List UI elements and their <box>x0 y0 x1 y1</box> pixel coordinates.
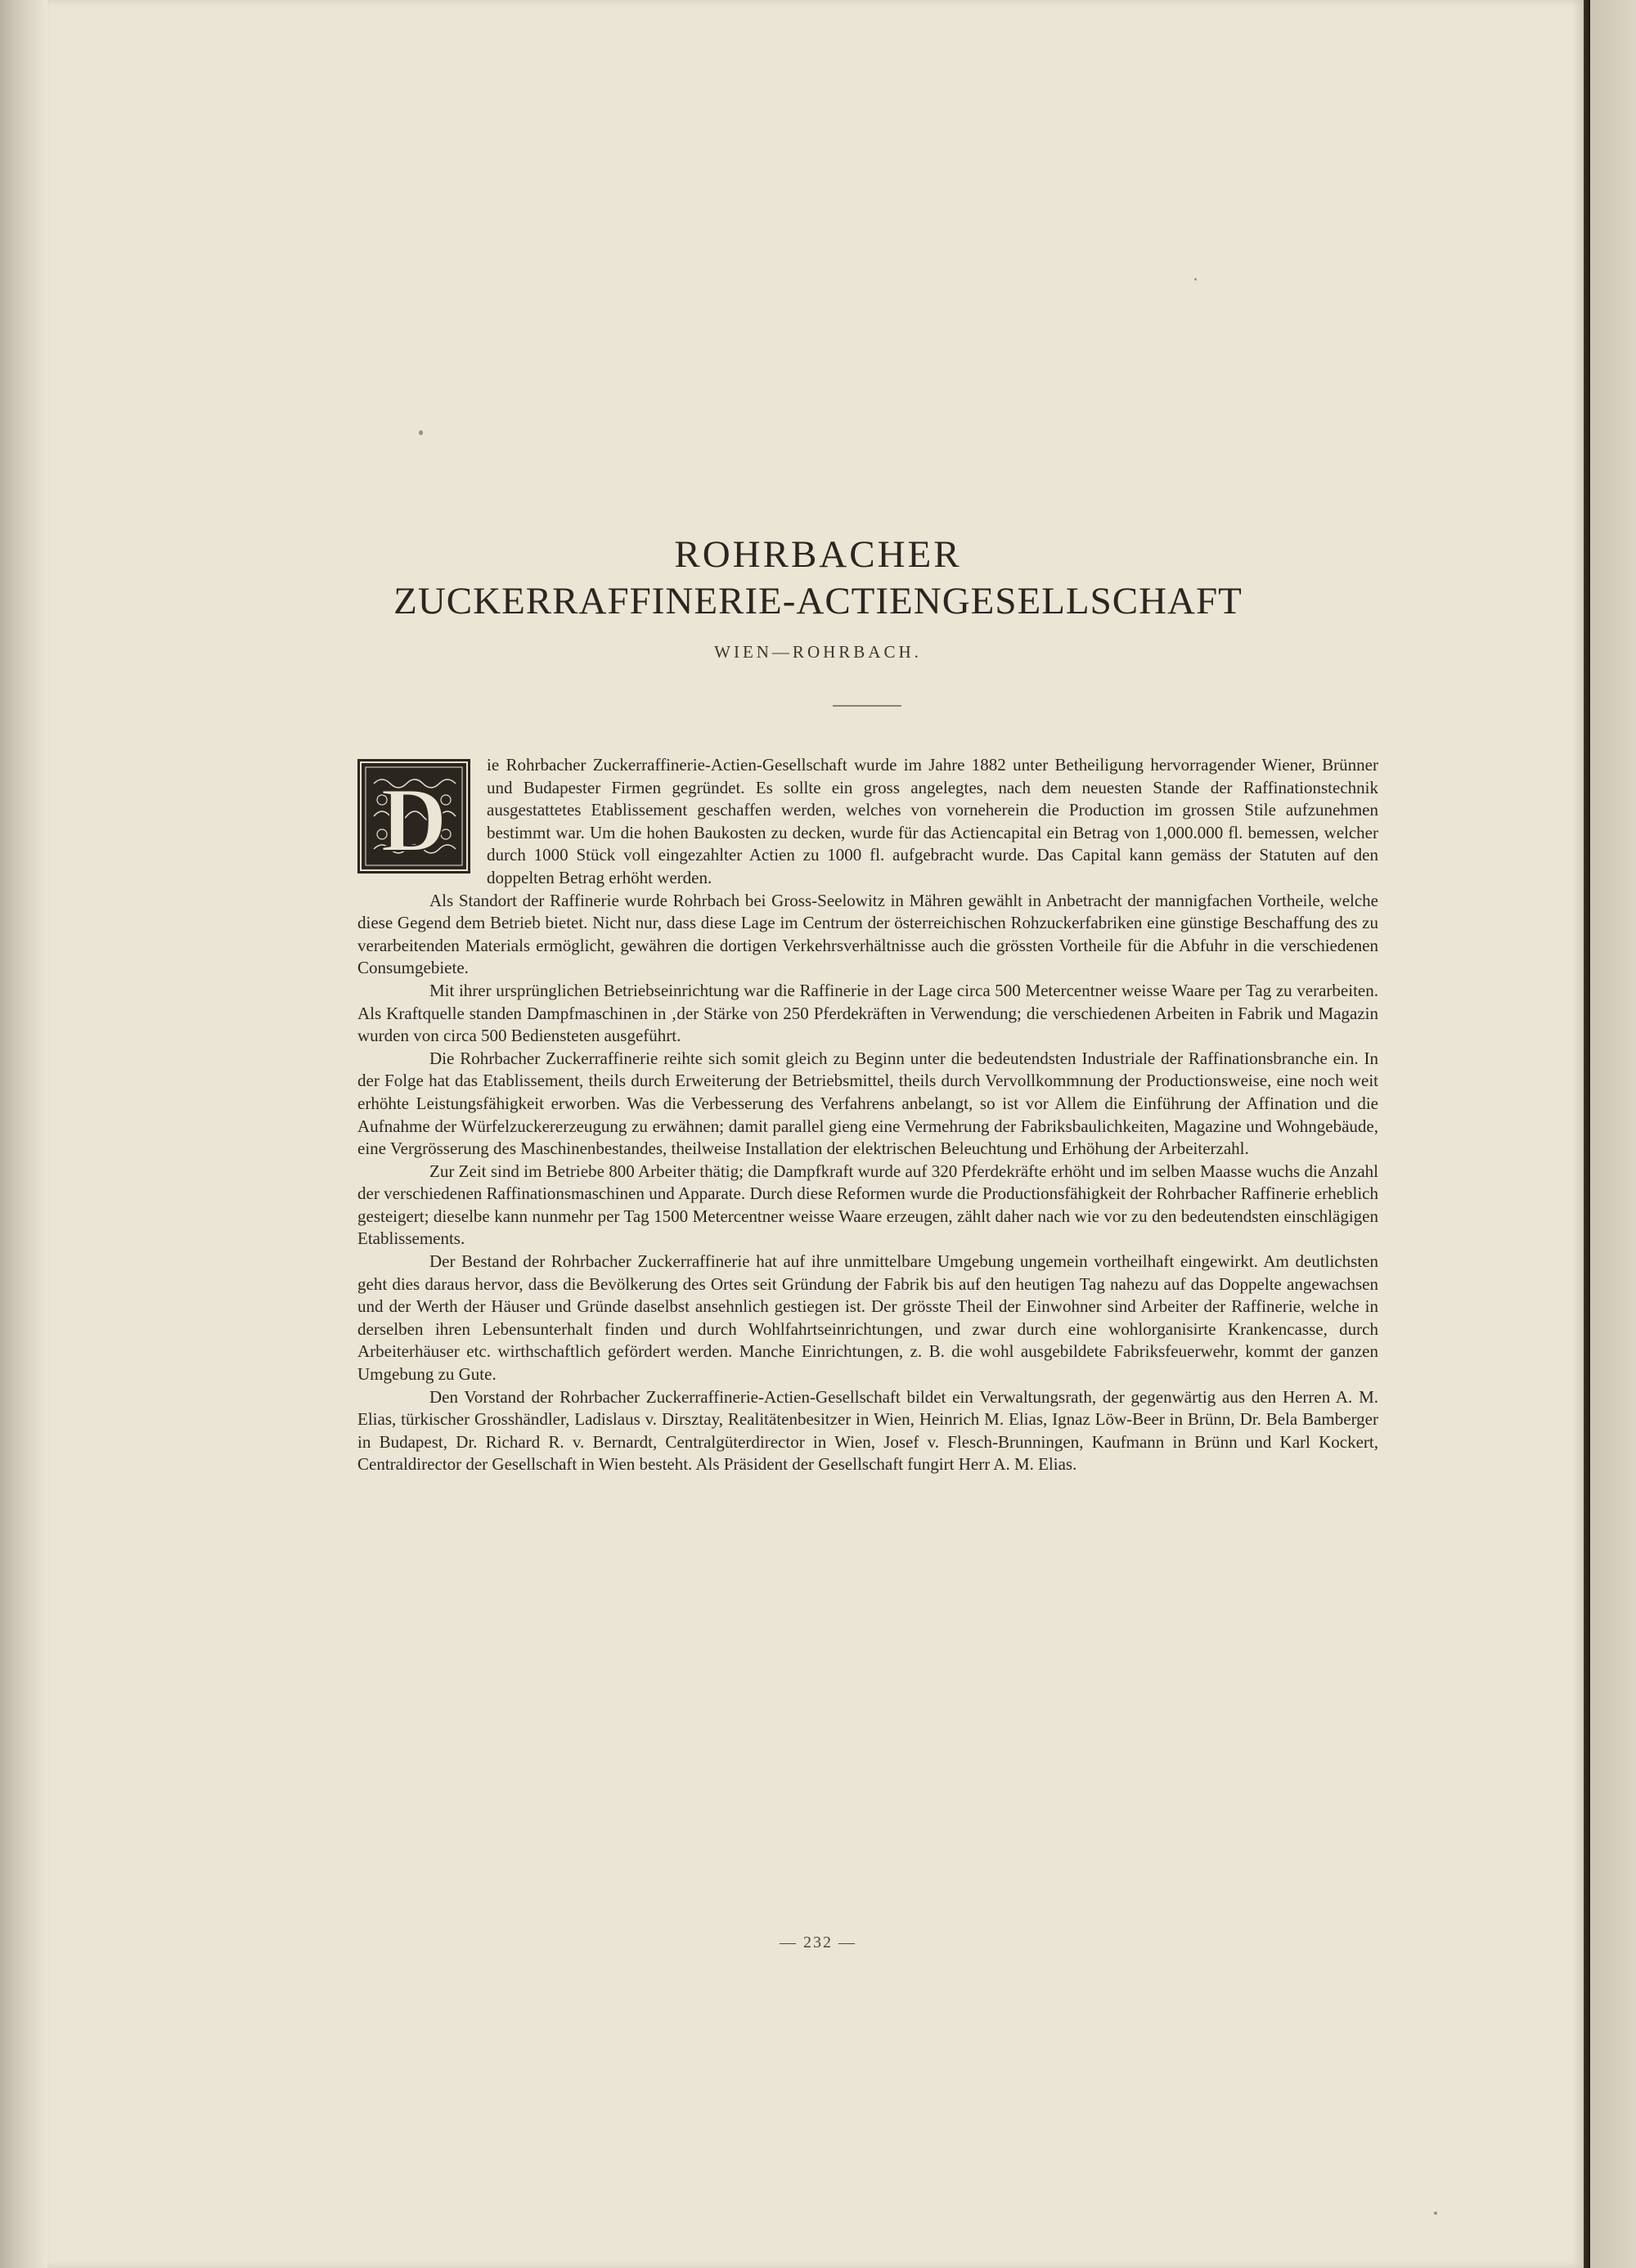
paragraph-4: Die Rohrbacher Zuckerraffinerie reihte sich somit gleich zu Beginn unter die bedeutendsten Industriale der Raffinationsbranche ein. In der Folge hat das Etablissement, theils durch Erweiterung der Betriebsmittel, theils durch Vervollkommnung der Productionsweise, eine noch weit erhöhte Leistungsfähigkeit erworben. Was die Verbesserung des Verfahrens anbelangt, so ist vor Allem die Einführung der Affination und die Aufnahme der Würfelzuckererzeugung zu erwähnen; damit parallel gieng eine Vermehrung der Fabriksbaulichkeiten, Magazine und Wohngebäude, eine Vergrösserung des Maschinenbestandes, theilweise Installation der elektrischen Beleuchtung und Erhöhung der Arbeiterzahl. <box>357 1048 1378 1159</box>
title-divider <box>833 705 901 707</box>
paragraph-1 <box>357 754 1378 890</box>
paragraph-2: Als Standort der Raffinerie wurde Rohrbach bei Gross-Seelowitz in Mähren gewählt in Anbetracht der mannigfachen Vortheile, welche diese Gegend dem Betrieb bietet. Nicht nur, dass diese Lage im Centrum der österreichischen Rohzuckerfabriken eine günstige Beschaffung des zu verarbeitenden Materials ermöglicht, gewähren die dortigen Verkehrsverhältnisse auch die grössten Vortheile für die Abfuhr in die verschiedenen Consumgebiete. <box>357 890 1378 978</box>
document-title <box>0 532 1636 625</box>
document-subtitle: WIEN—ROHRBACH. <box>714 642 922 662</box>
paragraph-6: Der Bestand der Rohrbacher Zuckerraffinerie hat auf ihre unmittelbare Umgebung ungemein vortheilhaft eingewirkt. Am deutlichsten geht dies daraus hervor, dass die Bevölkerung des Ortes seit Gründung der Fabrik bis auf den heutigen Tag nahezu auf das Doppelte angewachsen und der Werth der Häuser und Gründe daselbst ansehnlich gestiegen ist. Der grösste Theil der Einwohner sind Arbeiter der Raffinerie, welche in derselben ihren Lebensunterhalt finden und durch Wohlfahrtseinrichtungen, und zwar durch eine wohlorganisirte Krankencasse, durch Arbeiterhäuser etc. wirthschaftlich gefördert werden. Manche Einrichtungen, z. B. die wohl ausgebildete Fabriksfeuerwehr, kommt der ganzen Umgebung zu Gute. <box>357 1251 1378 1385</box>
paper-speck <box>419 430 423 435</box>
page-number: — 232 — <box>780 1933 856 1951</box>
next-page-edge <box>1590 0 1636 2268</box>
paper-speck <box>1194 278 1197 281</box>
paragraph-1-text: ie Rohrbacher Zuckerraffinerie-Actien-Gesellschaft wurde im Jahre 1882 unter Betheiligung hervorragender Wiener, Brünner und Budapester Firmen gegründet. Es sollte ein gross angelegtes, nach dem neuesten Stande der Raffinationstechnik ausgestattetes Etablissement geschaffen werden, welches von vorneherein die Production im grossen Stile aufzunehmen bestimmt war. Um die hohen Baukosten zu decken, wurde für das Actiencapital ein Betrag von 1,000.000 fl. bemessen, welcher durch 1000 Stück voll eingezahlter Actien zu 1000 fl. aufgebracht wurde. Das Capital kann gemäss der Statuten auf den doppelten Betrag erhöht werden. <box>487 755 1378 887</box>
paragraph-7: Den Vorstand der Rohrbacher Zuckerraffinerie-Actien-Gesellschaft bildet ein Verwaltungsrath, der gegenwärtig aus den Herren A. M. Elias, türkischer Grosshändler, Ladislaus v. Dirsztay, Realitätenbesitzer in Wien, Heinrich M. Elias, Ignaz Löw-Beer in Brünn, Dr. Bela Bamberger in Budapest, Dr. Richard R. v. Bernardt, Centralgüterdirector in Wien, Josef v. Flesch-Brunningen, Kaufmann in Brünn und Karl Kockert, Centraldirector der Gesellschaft in Wien besteht. Als Präsident der Gesellschaft fungirt Herr A. M. Elias. <box>357 1386 1378 1475</box>
dropcap-letter: D <box>380 770 447 871</box>
paper-speck <box>1434 2212 1437 2215</box>
title-line-1: ROHRBACHER <box>674 533 962 576</box>
paragraph-5: Zur Zeit sind im Betriebe 800 Arbeiter thätig; die Dampfkraft wurde auf 320 Pferdekräfte erhöht und im selben Maasse wuchs die Anzahl der verschiedenen Raffinationsmaschinen und Apparate. Durch diese Reformen wurde die Productionsfähigkeit der Rohrbacher Raffinerie erheblich gesteigert; dieselbe kann nunmehr per Tag 1500 Metercentner weisse Waare erzeugen, zählt daher nach wie vor zu den bedeutendsten einschlägigen Etablissements. <box>357 1161 1378 1249</box>
article-body <box>357 754 1378 1476</box>
book-binding-left <box>0 0 47 2268</box>
ornamental-initial-icon <box>357 759 470 874</box>
paragraph-3: Mit ihrer ursprünglichen Betriebseinrichtung war die Raffinerie in der Lage circa 500 Metercentner weisse Waare per Tag zu verarbeiten. Als Kraftquelle standen Dampfmaschinen in ‚der Stärke von 250 Pferdekräften in Verwendung; die verschiedenen Arbeiten in Fabrik und Magazin wurden von circa 500 Bediensteten ausgeführt. <box>357 980 1378 1046</box>
title-line-2: ZUCKERRAFFINERIE-ACTIENGESELLSCHAFT <box>393 580 1243 622</box>
page-gutter <box>1584 0 1590 2268</box>
